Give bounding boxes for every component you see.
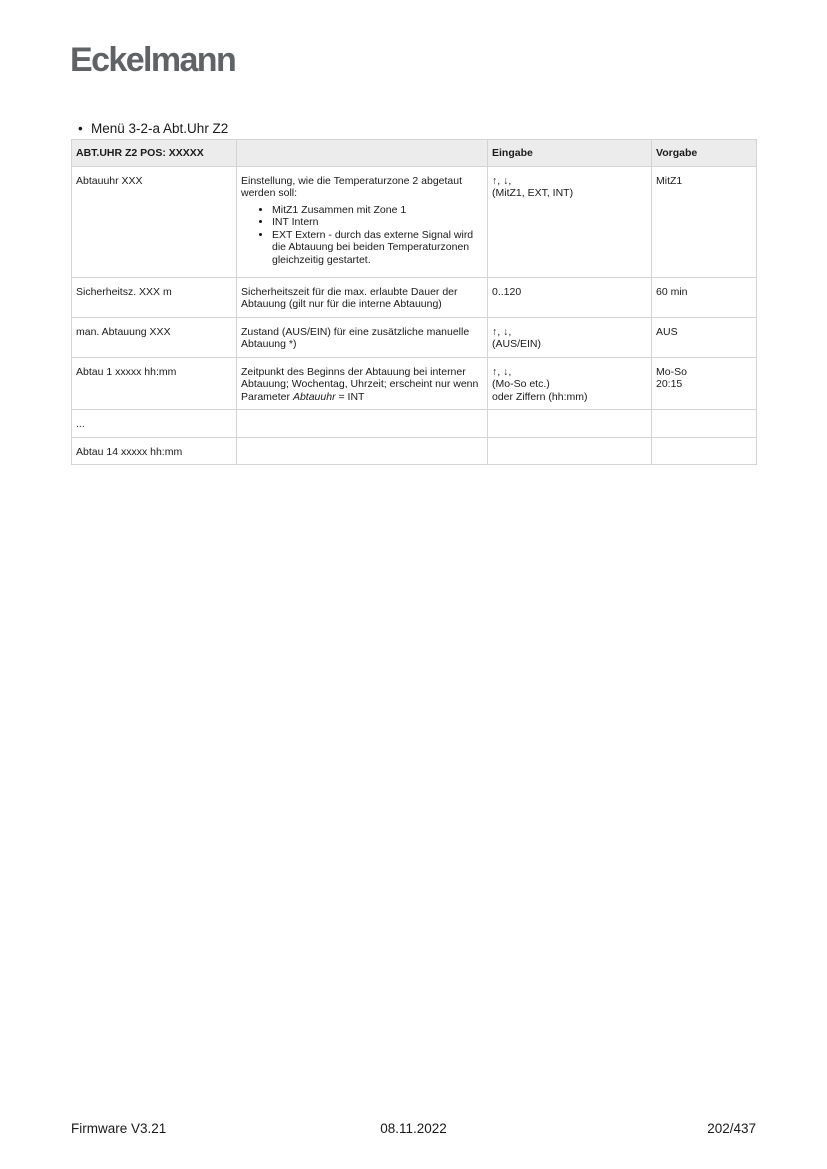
- param-input: [488, 410, 652, 438]
- table-header-row: [72, 140, 757, 167]
- param-description: [237, 410, 488, 438]
- param-input: [488, 277, 652, 317]
- param-input: [488, 357, 652, 410]
- input-line: 0..120: [492, 285, 522, 298]
- param-default: [652, 437, 757, 465]
- input-line: ↑, ↓,: [492, 325, 512, 338]
- input-line: (Mo-So etc.): [492, 378, 550, 390]
- header-description: [237, 140, 488, 167]
- bullet: •: [78, 121, 83, 136]
- header-eingabe: Eingabe: [488, 140, 652, 167]
- list-item: • INT Intern: [272, 216, 483, 229]
- param-name: Abtau 14 xxxxx hh:mm: [72, 437, 237, 465]
- param-input: [488, 317, 652, 357]
- table-row: [72, 357, 757, 410]
- default-line: 60 min: [656, 285, 688, 298]
- param-name: Abtau 1 xxxxx hh:mm: [72, 357, 237, 410]
- header-menu: ABT.UHR Z2 POS: XXXXX: [72, 140, 237, 167]
- param-default: [652, 166, 757, 277]
- param-name: Sicherheitsz. XXX m: [72, 277, 237, 317]
- param-default: [652, 410, 757, 438]
- footer-firmware: Firmware V3.21: [71, 1121, 167, 1136]
- parameter-table: [71, 139, 757, 465]
- input-line: ↑, ↓,: [492, 365, 512, 378]
- param-input: [488, 166, 652, 277]
- list-item: • EXT Extern - durch das externe Signal wird die Abtauung bei beiden Temperaturzonen gleichzeitig gestartet.: [272, 229, 483, 267]
- param-name: man. Abtauung XXX: [72, 317, 237, 357]
- input-line: oder Ziffern (hh:mm): [492, 390, 588, 403]
- description-text: Einstellung, wie die Temperaturzone 2 abgetaut werden soll:: [241, 174, 463, 199]
- param-name: Abtauuhr XXX: [72, 166, 237, 277]
- list-item: • MitZ1 Zusammen mit Zone 1: [272, 204, 483, 217]
- input-line: (MitZ1, EXT, INT): [492, 187, 574, 199]
- param-default: [652, 317, 757, 357]
- table-row: [72, 317, 757, 357]
- param-description: [237, 166, 488, 277]
- footer-date: 08.11.2022: [380, 1121, 447, 1136]
- parameter-reference: Abtauuhr: [292, 390, 336, 403]
- param-description: [237, 437, 488, 465]
- param-input: [488, 437, 652, 465]
- footer-page-number: 202/437: [707, 1121, 756, 1136]
- section-title-text: Menü 3-2-a Abt.Uhr Z2: [91, 121, 229, 136]
- param-description: [237, 357, 488, 410]
- table-row: [72, 166, 757, 277]
- default-line: 20:15: [656, 378, 683, 390]
- table-row: [72, 277, 757, 317]
- param-description: Sicherheitszeit für die max. erlaubte Dauer der Abtauung (gilt nur für die interne Abtauung): [237, 277, 488, 317]
- header-vorgabe: Vorgabe: [652, 140, 757, 167]
- option-list: [241, 204, 483, 267]
- default-line: Mo-So: [656, 365, 687, 378]
- default-line: AUS: [656, 325, 678, 338]
- input-line: (AUS/EIN): [492, 338, 542, 350]
- table-row: [72, 437, 757, 465]
- section-title: [78, 120, 228, 138]
- param-description: Zustand (AUS/EIN) für eine zusätzliche manuelle Abtauung *): [237, 317, 488, 357]
- default-line: MitZ1: [656, 174, 683, 187]
- param-default: [652, 357, 757, 410]
- input-line: ↑, ↓,: [492, 174, 512, 187]
- param-name: ...: [72, 410, 237, 438]
- description-tail: = INT: [335, 390, 365, 403]
- description-text: Zeitpunkt des Beginns der Abtauung bei interner Abtauung; Wochentag, Uhrzeit; erscheint nur wenn Parameter: [241, 365, 479, 403]
- eckelmann-logo: Eckelmann: [70, 41, 236, 79]
- param-default: [652, 277, 757, 317]
- table-row: [72, 410, 757, 438]
